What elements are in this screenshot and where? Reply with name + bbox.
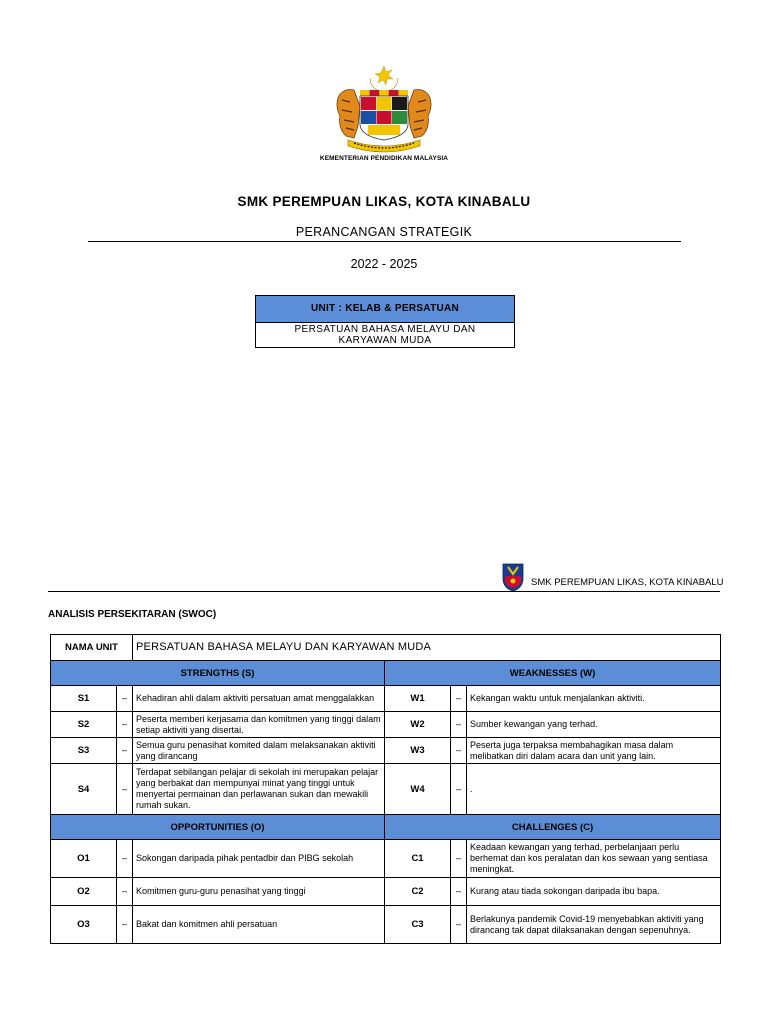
table-row: [51, 878, 721, 906]
unit-box: [255, 295, 515, 348]
opportunities-heading: OPPORTUNITIES (O): [51, 815, 385, 840]
dash: –: [451, 764, 467, 815]
page-header-divider: [48, 591, 720, 592]
strength-code: S4: [51, 764, 117, 815]
strength-text: Terdapat sebilangan pelajar di sekolah ini merupakan pelajar yang berbakat dan mempunyai minat yang tinggi untuk menyertai permainan dan perlawanan sukan dan mewakili rumah sukan.: [133, 764, 385, 815]
challenge-text: Keadaan kewangan yang terhad, perbelanjaan perlu berhemat dan kos peralatan dan kos sewaan yang sentiasa meningkat.: [467, 840, 721, 878]
challenges-heading: CHALLENGES (C): [385, 815, 721, 840]
page-header-school: SMK PEREMPUAN LIKAS, KOTA KINABALU: [531, 577, 724, 588]
dash: –: [451, 878, 467, 906]
challenge-code: C3: [385, 906, 451, 944]
sw-heading-row: [51, 661, 721, 686]
table-row: [51, 764, 721, 815]
weakness-text: Peserta juga terpaksa membahagikan masa dalam melibatkan diri dalam acara dan unit yang lain.: [467, 738, 721, 764]
oc-heading-row: [51, 815, 721, 840]
weakness-text: Sumber kewangan yang terhad.: [467, 712, 721, 738]
plan-years: 2022 - 2025: [350, 257, 418, 271]
strength-code: S3: [51, 738, 117, 764]
table-row: [51, 712, 721, 738]
table-row: [51, 738, 721, 764]
weakness-code: W4: [385, 764, 451, 815]
dash: –: [117, 686, 133, 712]
dash: –: [451, 712, 467, 738]
dash: –: [117, 878, 133, 906]
strength-text: Peserta memberi kerjasama dan komitmen yang tinggi dalam setiap aktiviti yang disertai.: [133, 712, 385, 738]
challenge-code: C1: [385, 840, 451, 878]
weakness-code: W2: [385, 712, 451, 738]
challenge-text: Kurang atau tiada sokongan daripada ibu bapa.: [467, 878, 721, 906]
unit-value: PERSATUAN BAHASA MELAYU DAN KARYAWAN MUDA: [133, 635, 721, 661]
opportunity-code: O3: [51, 906, 117, 944]
document-title: PERANCANGAN STRATEGIK: [295, 225, 473, 239]
challenge-text: Berlakunya pandemik Covid-19 menyebabkan aktiviti yang dirancang tak dapat dilaksanakan dengan sepenuhnya.: [467, 906, 721, 944]
dash: –: [451, 840, 467, 878]
swoc-heading: ANALISIS PERSEKITARAN (SWOC): [48, 609, 217, 620]
table-row: [51, 686, 721, 712]
opportunity-text: Bakat dan komitmen ahli persatuan: [133, 906, 385, 944]
dash: –: [117, 906, 133, 944]
table-row: [51, 906, 721, 944]
school-crest-icon: [501, 562, 525, 592]
title-divider: [88, 241, 681, 242]
dash: –: [451, 906, 467, 944]
weakness-code: W3: [385, 738, 451, 764]
unit-row: [51, 635, 721, 661]
dash: –: [451, 738, 467, 764]
weakness-text: .: [467, 764, 721, 815]
coat-of-arms-icon: [330, 66, 438, 154]
opportunity-code: O1: [51, 840, 117, 878]
challenge-code: C2: [385, 878, 451, 906]
weakness-text: Kekangan waktu untuk menjalankan aktiviti.: [467, 686, 721, 712]
strength-text: Kehadiran ahli dalam aktiviti persatuan amat menggalakkan: [133, 686, 385, 712]
school-title: SMK PEREMPUAN LIKAS, KOTA KINABALU: [237, 194, 531, 209]
strengths-heading: STRENGTHS (S): [51, 661, 385, 686]
dash: –: [117, 712, 133, 738]
table-row: [51, 840, 721, 878]
unit-heading: UNIT : KELAB & PERSATUAN: [256, 296, 514, 323]
unit-name: PERSATUAN BAHASA MELAYU DAN KARYAWAN MUDA: [294, 324, 476, 346]
opportunity-text: Sokongan daripada pihak pentadbir dan PIBG sekolah: [133, 840, 385, 878]
weaknesses-heading: WEAKNESSES (W): [385, 661, 721, 686]
weakness-code: W1: [385, 686, 451, 712]
dash: –: [117, 764, 133, 815]
swoc-table: [50, 634, 721, 944]
opportunity-text: Komitmen guru-guru penasihat yang tinggi: [133, 878, 385, 906]
strength-text: Semua guru penasihat komited dalam melaksanakan aktiviti yang dirancang: [133, 738, 385, 764]
dash: –: [451, 686, 467, 712]
ministry-name: KEMENTERIAN PENDIDIKAN MALAYSIA: [319, 155, 449, 162]
dash: –: [117, 840, 133, 878]
unit-label: NAMA UNIT: [51, 635, 133, 661]
opportunity-code: O2: [51, 878, 117, 906]
strength-code: S1: [51, 686, 117, 712]
strength-code: S2: [51, 712, 117, 738]
dash: –: [117, 738, 133, 764]
